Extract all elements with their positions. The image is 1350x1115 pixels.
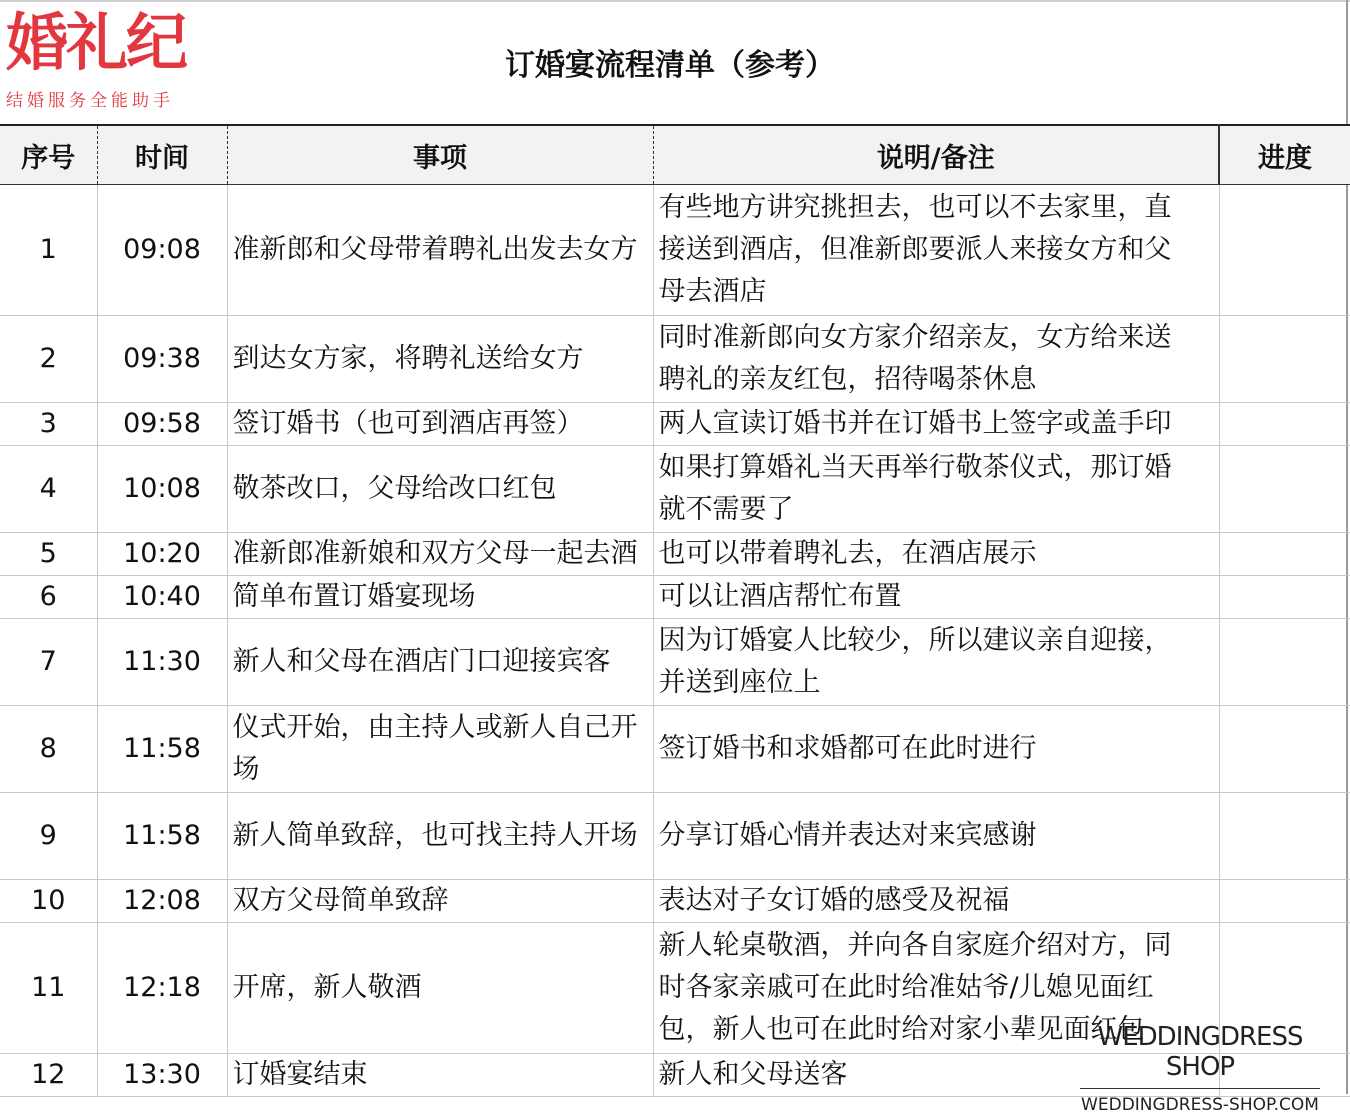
row-note: 新人和父母送客 [653,1054,1219,1097]
table-row [0,880,1350,923]
row-time: 12:18 [97,923,227,1054]
page-title: 订婚宴流程清单（参考） [505,48,835,83]
watermark-divider [1080,1088,1320,1089]
row-item: 准新郎和父母带着聘礼出发去女方 [227,185,653,316]
row-item: 双方父母简单致辞 [227,880,653,923]
row-note: 表达对子女订婚的感受及祝福 [653,880,1219,923]
row-item: 新人简单致辞，也可找主持人开场 [227,793,653,880]
row-progress[interactable] [1219,576,1350,619]
row-time: 09:58 [97,403,227,446]
row-note: 签订婚书和求婚都可在此时进行 [653,706,1219,793]
watermark-main: WEDDINGDRESS SHOP [1097,1022,1303,1082]
table-row [0,185,1350,316]
row-progress[interactable] [1219,403,1350,446]
row-item: 订婚宴结束 [227,1054,653,1097]
row-number: 4 [0,446,97,533]
row-progress[interactable] [1219,619,1350,706]
watermark-sub: WEDDINGDRESS-SHOP.COM [1081,1095,1319,1115]
table-row [0,619,1350,706]
row-number: 12 [0,1054,97,1097]
row-progress[interactable] [1219,533,1350,576]
row-item: 到达女方家，将聘礼送给女方 [227,316,653,403]
row-note: 有些地方讲究挑担去，也可以不去家里，直接送到酒店，但准新郎要派人来接女方和父母去酒店 [653,185,1219,316]
row-number: 1 [0,185,97,316]
row-time: 12:08 [97,880,227,923]
row-note: 也可以带着聘礼去，在酒店展示 [653,533,1219,576]
row-item: 开席，新人敬酒 [227,923,653,1054]
schedule-table [0,124,1350,1097]
header-time: 时间 [97,125,227,185]
table-row [0,576,1350,619]
row-number: 9 [0,793,97,880]
row-time: 09:08 [97,185,227,316]
row-note: 因为订婚宴人比较少，所以建议亲自迎接，并送到座位上 [653,619,1219,706]
row-time: 09:38 [97,316,227,403]
row-item: 签订婚书（也可到酒店再签） [227,403,653,446]
row-progress[interactable] [1219,446,1350,533]
row-number: 8 [0,706,97,793]
row-time: 11:30 [97,619,227,706]
row-item: 简单布置订婚宴现场 [227,576,653,619]
row-note: 新人轮桌敬酒，并向各自家庭介绍对方，同时各家亲戚可在此时给准姑爷/儿媳见面红包，新人也可在此时给对家小辈见面红包 [653,923,1219,1054]
row-number: 11 [0,923,97,1054]
table-row [0,403,1350,446]
row-progress[interactable] [1219,793,1350,880]
row-progress[interactable] [1219,185,1350,316]
row-progress[interactable] [1219,706,1350,793]
watermark [1060,1022,1340,1115]
row-item: 敬茶改口，父母给改口红包 [227,446,653,533]
table-row [0,316,1350,403]
row-number: 7 [0,619,97,706]
row-time: 13:30 [97,1054,227,1097]
header-item: 事项 [227,125,653,185]
table-row [0,446,1350,533]
table-row [0,706,1350,793]
row-number: 3 [0,403,97,446]
row-note: 两人宣读订婚书并在订婚书上签字或盖手印 [653,403,1219,446]
header-number: 序号 [0,125,97,185]
table-row [0,793,1350,880]
table-header-row [0,125,1350,185]
row-time: 10:08 [97,446,227,533]
row-time: 11:58 [97,793,227,880]
row-item: 新人和父母在酒店门口迎接宾客 [227,619,653,706]
row-item: 准新郎准新娘和双方父母一起去酒 [227,533,653,576]
row-progress[interactable] [1219,880,1350,923]
row-time: 10:20 [97,533,227,576]
row-note: 分享订婚心情并表达对来宾感谢 [653,793,1219,880]
brand-logo [6,8,186,111]
header-progress: 进度 [1219,125,1350,185]
row-note: 如果打算婚礼当天再举行敬茶仪式，那订婚就不需要了 [653,446,1219,533]
row-number: 6 [0,576,97,619]
row-time: 10:40 [97,576,227,619]
header-note: 说明/备注 [653,125,1219,185]
row-number: 10 [0,880,97,923]
row-number: 2 [0,316,97,403]
row-number: 5 [0,533,97,576]
top-border [0,0,1350,2]
table-row [0,533,1350,576]
row-note: 同时准新郎向女方家介绍亲友，女方给来送聘礼的亲友红包，招待喝茶休息 [653,316,1219,403]
row-item: 仪式开始，由主持人或新人自己开场 [227,706,653,793]
row-progress[interactable] [1219,316,1350,403]
row-time: 11:58 [97,706,227,793]
brand-logo-text: 婚礼纪 [6,6,187,79]
brand-tagline: 结婚服务全能助手 [6,91,174,111]
row-note: 可以让酒店帮忙布置 [653,576,1219,619]
